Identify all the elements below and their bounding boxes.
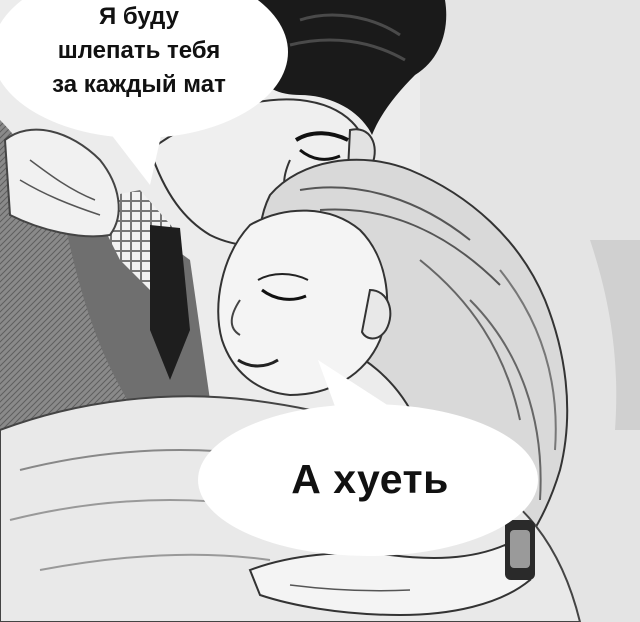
top-bubble-line-2: шлепать тебя [57, 37, 221, 64]
top-speech-bubble-text [6, 0, 272, 102]
top-bubble-line-3: за каждый мат [52, 71, 226, 98]
top-bubble-line-1: Я буду [98, 3, 180, 30]
bottom-speech-bubble-text: А хуеть [291, 456, 449, 502]
